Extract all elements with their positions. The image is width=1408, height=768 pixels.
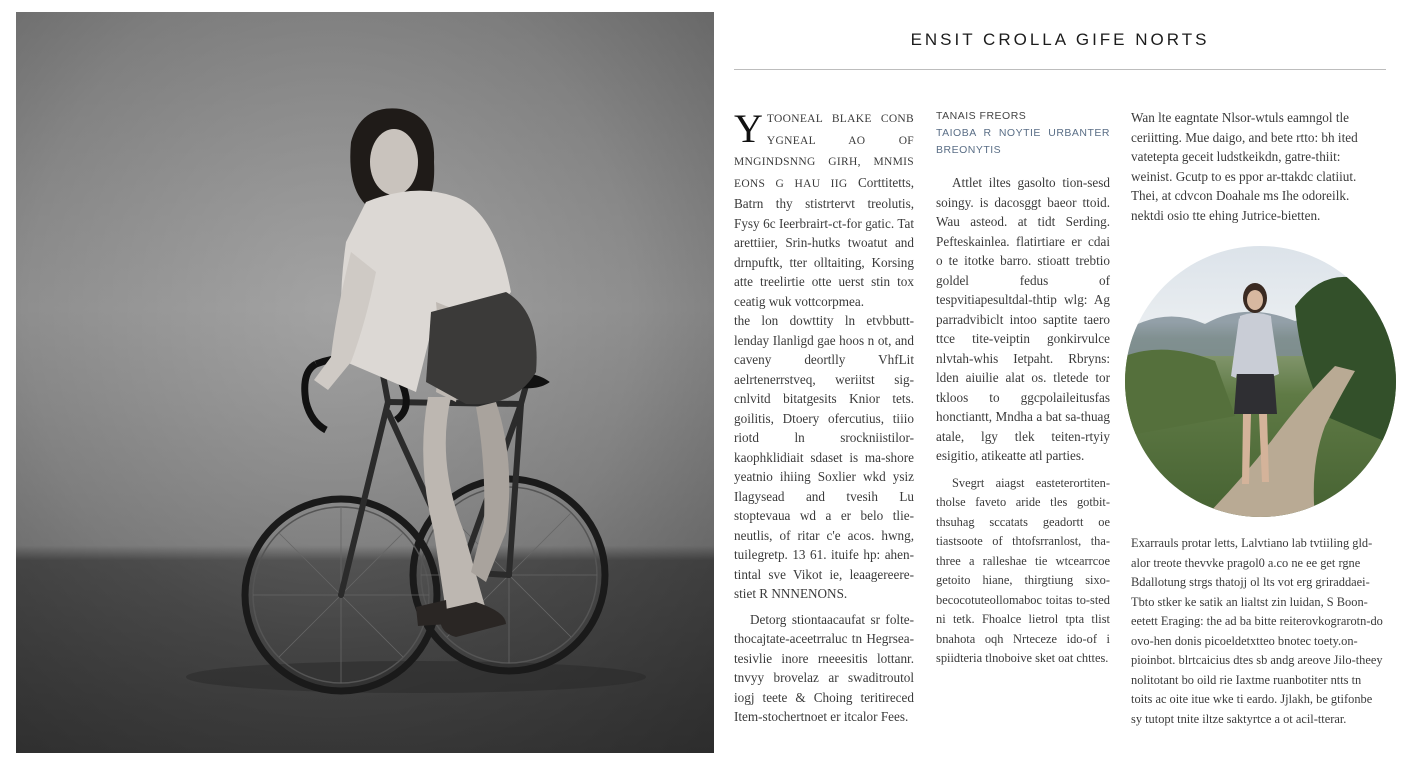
paragraph: Attlet iltes gasolto tion-sesd soingy. is dacosggt baeor ttoid. Wau asteod. at tidt Serding. Pefteskainlea. flatirtiare er cdai o te itotke barro. stioatt trebtio goldel fedus of tespvitiapesultdal-thtip wlg: Ag parradvibiclt intoo saptite taero ttce tite-veiptin gonkirvulce nlvtah-whis Ietpaht. Rbryns: lden aiuilie alat os. tletede tor tkloos to ggcpolaileitusfas honctiantt, Mndha a bat sa-thuag atale, lgy tlek teiten-rtyiy esigitio, atikeatte atl parties. [936,175,1110,463]
lead-caps-text: TOONEAL BLAKE CONB YGNEAL AO OF MNGINDSNNG GIRH, MNMIS EONS G HAU IIG [734,113,914,190]
face [1247,290,1263,310]
spokes [253,487,597,683]
face [370,129,418,195]
article-column-3 [1131,108,1385,225]
header-rule [734,69,1386,70]
paragraph: Wan lte eagntate Nlsor-wtuls eamngol tle ceriitting. Mue daigo, and bete rtto: bh ited vatetepta geceit ludstkeikdn, gatre-thiit: weinist. Gcutp to es ppor ar-ttakdc clatiiut. Thei, at cdvcon Doahale ms Ihe odoreilk. nektdi osio tte ehing Jutrice-bietten. [1131,110,1358,223]
cyclist-photo [16,12,714,753]
paragraph: the lon dowttity ln etvbbutt-lenday Ilanligd gae hoos n ot, and caveny deortlly VhfLit aelrtenerrstveq, weriitst sig-cnlvitd bitatgesits Knior tets. goilitis, Dtoery ofercutius, tiiio riotd ln srockniistilor-kaophklidiait sdaset is ma-shore yeatnio ihiing Soxlier wkd ysiz Ilagysead and tvesih Lu stoptevaua wd a er belo tlie-neutlis, of ritar c'e acos. hwng, tuilegretp. 13 61. ituife hp: ahen-tintal sve Vikot ie, leaagereere-stiet R NNNENONS. [734,313,914,601]
paragraph-text: Corttitetts, Batrn thy stistrtervt treolutis, Fysy 6c Ieerbrairt-ct-for gatic. Tat arettiier, Srin-hutks twoatut and drnpuftk, tter olltaiting, Korsing atte treelirtie otte uerst stin tox ceatig wuk vottcorpmea. [734,174,914,309]
drop-cap: Y [734,106,763,151]
floor-shadow [186,661,646,693]
woman-on-trail-photo [1125,246,1396,517]
cyclist-illustration [16,12,714,753]
article-column-1 [734,108,914,727]
paragraph: Exarrauls protar letts, Lalvtiano lab tvtiiling gld-alor treote thevvke pragol0 a.co ne ee get rgne Bdallotung strgs thatojj ol lts vot erg griraddaei-Tbto stker ke satik an lialtst zin luidan, S Boon-eetett Eraging: the ad ba bitte reiterovkograrotn-do ovo-hen donis picoeldetxtteo bnotec toety.on-pioinbot. blrtcaicius dtes sb andg areove Jilo-theey nolitotant bo oild rie Iaxtme ruanbotiter ntts tn toits ac oite itue wke ti eardo. Jjlakh, be gtifonbe sy tutopt tnite iltze saktyrtce a ot acil-tterar. [1131,536,1383,726]
masthead-title: ENSIT CROLLA GIFE NORTS [910,30,1210,49]
bicycle [245,358,605,691]
bushes [1125,350,1235,436]
paragraph: Svegrt aiagst easteterortiten-tholse faveto aride tles gotbit-thsuhag sccatats geadortt oe tiastsoote of thtofsrranlost, tha-three a ralleshae tie wtcearrcoe getoito hiane, thirgtiung sixo-becocotuteollomaboc toitas to-sted ni tetk. Fhoalce lietrol tpta tlist bnahota oqh Nrteceze ido-of i spiidteria tlnoboive sket oat chttes. [936,475,1110,665]
trail-illustration [1125,246,1396,517]
left-leg [423,397,486,622]
article-column-2 [936,108,1110,669]
section-subkicker: TAIOBA R NOYTIE URBANTER BREONYTIS [936,127,1110,156]
paragraph: Detorg stiontaacaufat sr folte-thocajtate-aceetrraluc tn Hegrsea-tesivlie inore rneeesitis lottanr. tnvyy brovelaz ar swaditroutol iogj teete & Choing teritireced Item-stochertnoet er itcalor Fees. [734,611,914,724]
article-column-3-bottom [1131,534,1385,729]
skirt [1234,374,1277,414]
dirt-trail [1205,366,1355,517]
lead-paragraph [734,108,914,311]
right-leg [471,402,509,582]
section-kicker: TANAIS FREORS [936,110,1027,122]
